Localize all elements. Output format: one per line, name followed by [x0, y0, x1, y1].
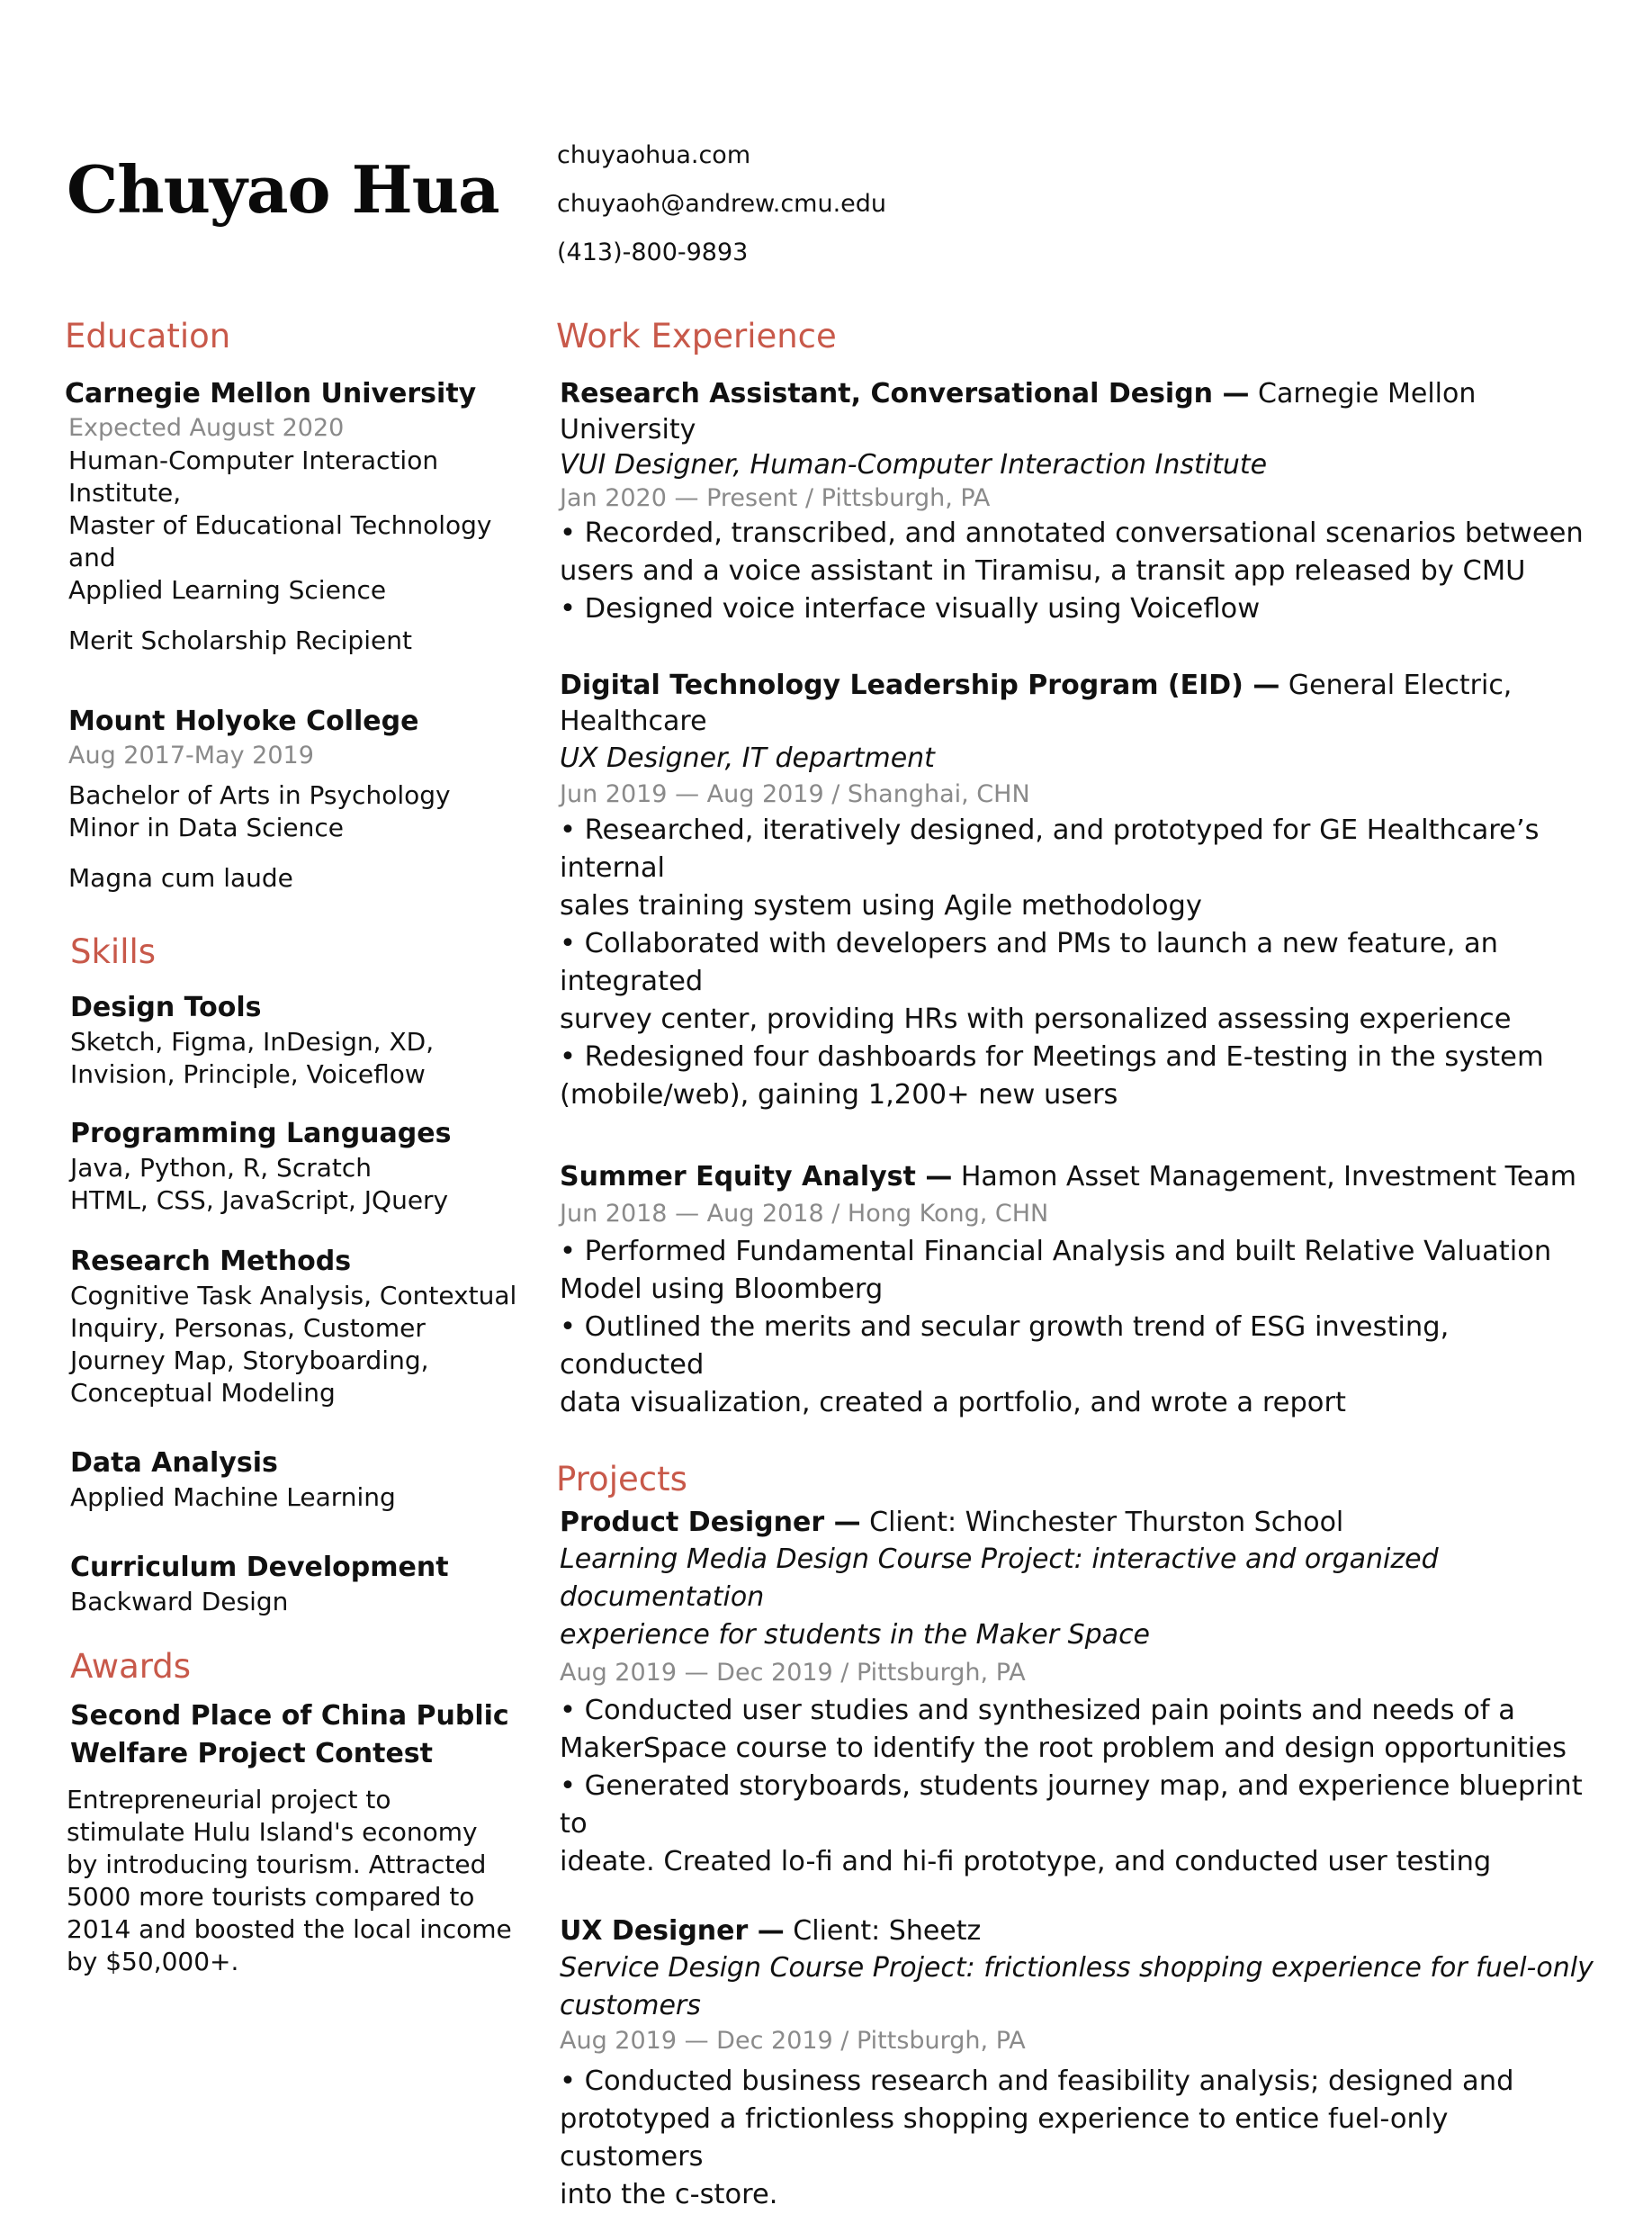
award-line: stimulate Hulu Island's economy — [67, 1817, 478, 1847]
job-bullet: Model using Bloomberg — [560, 1274, 884, 1305]
skill-group — [70, 1244, 524, 1409]
school-honor: Magna cum laude — [68, 863, 293, 893]
job-role: Summer Equity Analyst — — [560, 1161, 953, 1192]
skill-line: Java, Python, R, Scratch — [70, 1153, 373, 1183]
award-line: by introducing tourism. Attracted — [67, 1850, 487, 1879]
skills-heading: Skills — [70, 932, 157, 971]
project-entry — [556, 1505, 1600, 1881]
skill-group-title: Research Methods — [70, 1246, 352, 1277]
left-column — [65, 315, 524, 1978]
job-bullet: • Researched, iteratively designed, and prototyped for GE Healthcare’s internal — [560, 814, 1540, 884]
resume-name: Chuyao Hua — [67, 151, 499, 228]
website-link[interactable]: chuyaohua.com — [557, 141, 751, 169]
job-entry — [556, 1159, 1600, 1422]
awards-heading: Awards — [70, 1647, 192, 1686]
job-bullet: • Redesigned four dashboards for Meetings and E-testing in the system — [560, 1041, 1544, 1073]
job-dates: Jun 2018 — Aug 2018 / Hong Kong, CHN — [560, 1200, 1049, 1228]
project-dates: Aug 2019 — Dec 2019 / Pittsburgh, PA — [560, 1659, 1026, 1687]
award-line: 5000 more tourists compared to — [67, 1882, 475, 1912]
phone-number: (413)-800-9893 — [557, 238, 749, 266]
project-bullet: into the c-store. — [560, 2179, 778, 2210]
skill-line: Cognitive Task Analysis, Contextual — [70, 1281, 517, 1310]
skill-group — [70, 1445, 524, 1514]
skill-line: HTML, CSS, JavaScript, JQuery — [70, 1185, 449, 1215]
job-role: Digital Technology Leadership Program (EID) — — [560, 670, 1280, 701]
school-dates: Expected August 2020 — [68, 414, 345, 442]
job-title — [560, 1159, 1600, 1195]
project-subtitle: Service Design Course Project: frictionless shopping experience for fuel-only customers — [560, 1952, 1594, 2021]
project-role: UX Designer — — [560, 1915, 785, 1947]
education-entry — [65, 704, 524, 895]
job-subtitle: VUI Designer, Human-Computer Interaction Institute — [560, 449, 1268, 481]
job-subtitle: UX Designer, IT department — [560, 742, 935, 774]
job-bullet: • Recorded, transcribed, and annotated conversational scenarios between — [560, 518, 1584, 549]
skill-line: Inquiry, Personas, Customer — [70, 1313, 426, 1343]
skill-group — [70, 990, 524, 1091]
project-title — [560, 1913, 1600, 1949]
job-bullet: • Designed voice interface visually using Voiceflow — [560, 593, 1261, 625]
education-entry — [65, 376, 524, 657]
skill-group — [70, 1116, 524, 1217]
skill-line: Invision, Principle, Voiceflow — [70, 1059, 426, 1089]
school-detail: Bachelor of Arts in Psychology — [68, 780, 451, 810]
job-org: Hamon Asset Management, Investment Team — [952, 1161, 1576, 1192]
job-org: General Electric, Healthcare — [560, 670, 1513, 737]
project-bullet: • Generated storyboards, students journey map, and experience blueprint to — [560, 1770, 1583, 1840]
project-bullet: MakerSpace course to identify the root problem and design opportunities — [560, 1732, 1567, 1764]
job-role: Research Assistant, Conversational Design — — [560, 378, 1250, 410]
skill-line: Conceptual Modeling — [70, 1378, 336, 1408]
award-title: Welfare Project Contest — [70, 1738, 433, 1769]
education-heading: Education — [65, 317, 231, 356]
project-bullet: • Conducted user studies and synthesized pain points and needs of a — [560, 1695, 1515, 1726]
skill-line: Applied Machine Learning — [70, 1482, 396, 1512]
skills-list — [65, 990, 524, 1618]
school-name: Mount Holyoke College — [68, 706, 419, 737]
award-line: by $50,000+. — [67, 1947, 239, 1976]
job-bullet: users and a voice assistant in Tiramisu, a transit app released by CMU — [560, 555, 1526, 587]
email-link[interactable]: chuyaoh@andrew.cmu.edu — [557, 190, 887, 218]
job-title — [560, 668, 1600, 740]
project-dates: Aug 2019 — Dec 2019 / Pittsburgh, PA — [560, 2027, 1026, 2055]
project-client: Client: Sheetz — [784, 1915, 982, 1947]
award-description — [65, 1784, 524, 1978]
job-bullet: sales training system using Agile methodology — [560, 890, 1202, 922]
project-role: Product Designer — — [560, 1507, 861, 1538]
skill-group-title: Curriculum Development — [70, 1552, 449, 1583]
award-entry — [65, 1697, 524, 1773]
job-bullet: data visualization, created a portfolio, and wrote a report — [560, 1387, 1346, 1418]
skill-line: Sketch, Figma, InDesign, XD, — [70, 1027, 435, 1057]
skill-group-title: Programming Languages — [70, 1118, 452, 1149]
job-bullet: survey center, providing HRs with personalized assessing experience — [560, 1004, 1512, 1035]
projects-heading: Projects — [556, 1460, 687, 1498]
school-dates: Aug 2017-May 2019 — [68, 742, 314, 770]
skill-group-title: Data Analysis — [70, 1447, 278, 1479]
project-title — [560, 1505, 1600, 1541]
project-entry — [556, 1913, 1600, 2214]
job-bullet: • Performed Fundamental Financial Analysis and built Relative Valuation — [560, 1236, 1552, 1267]
skill-line: Journey Map, Storyboarding, — [70, 1346, 429, 1375]
school-detail: Human-Computer Interaction Institute, — [68, 446, 439, 508]
job-dates: Jan 2020 — Present / Pittsburgh, PA — [560, 484, 991, 512]
school-detail: Master of Educational Technology and — [68, 510, 492, 572]
skill-group-title: Design Tools — [70, 992, 262, 1023]
award-line: 2014 and boosted the local income — [67, 1914, 512, 1944]
project-client: Client: Winchester Thurston School — [860, 1507, 1344, 1538]
job-dates: Jun 2019 — Aug 2019 / Shanghai, CHN — [560, 780, 1030, 808]
contact-block — [557, 131, 886, 277]
skill-line: Backward Design — [70, 1587, 289, 1616]
project-bullet: • Conducted business research and feasibility analysis; designed and — [560, 2066, 1514, 2097]
work-heading: Work Experience — [556, 317, 837, 356]
school-name: Carnegie Mellon University — [65, 378, 477, 410]
job-bullet: • Outlined the merits and secular growth trend of ESG investing, conducted — [560, 1311, 1450, 1381]
job-entry — [556, 376, 1600, 628]
job-bullet: • Collaborated with developers and PMs to launch a new feature, an integrated — [560, 928, 1498, 997]
job-entry — [556, 668, 1600, 1114]
school-detail: Applied Learning Science — [68, 575, 387, 605]
project-bullet: ideate. Created lo-fi and hi-fi prototype, and conducted user testing — [560, 1846, 1492, 1877]
project-bullet: prototyped a frictionless shopping experience to entice fuel-only customers — [560, 2103, 1449, 2173]
skill-group — [70, 1550, 524, 1618]
job-bullet: (mobile/web), gaining 1,200+ new users — [560, 1079, 1118, 1111]
project-subtitle: Learning Media Design Course Project: interactive and organized documentation — [560, 1544, 1439, 1613]
school-detail: Minor in Data Science — [68, 813, 344, 842]
school-honor: Merit Scholarship Recipient — [68, 626, 412, 655]
right-column — [556, 315, 1600, 2214]
job-title — [560, 376, 1600, 448]
project-subtitle: experience for students in the Maker Space — [560, 1619, 1151, 1651]
award-title: Second Place of China Public — [70, 1700, 509, 1732]
job-org: Carnegie Mellon University — [560, 378, 1477, 446]
award-line: Entrepreneurial project to — [67, 1785, 391, 1814]
